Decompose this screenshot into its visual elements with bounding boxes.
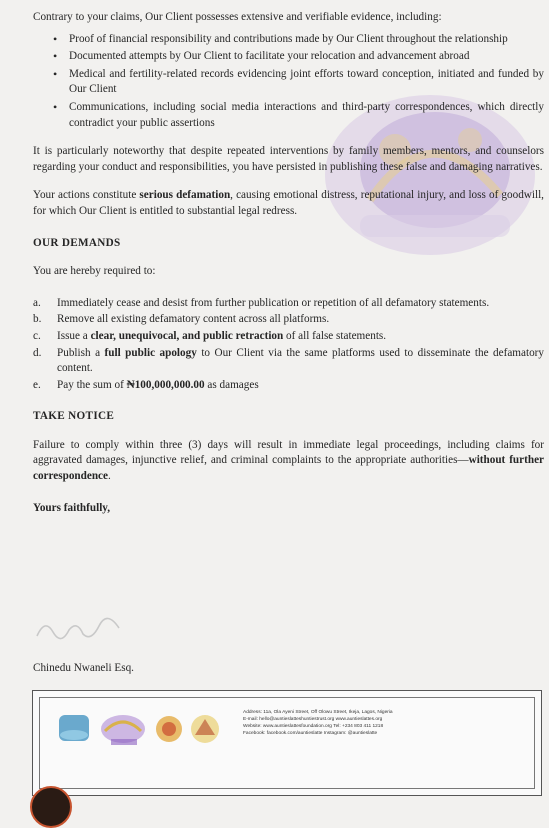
demand-text: Pay the sum of bbox=[57, 378, 127, 391]
demand-marker: a. bbox=[33, 296, 41, 309]
demand-marker: e. bbox=[33, 378, 41, 391]
evidence-list bbox=[33, 32, 544, 132]
demand-item bbox=[33, 346, 545, 377]
evidence-item: • Proof of financial responsibility and contributions made by Our Client throughout the relationship bbox=[69, 32, 544, 48]
evidence-item: • Communications, including social media interactions and third-party correspondences, which directly contradict your public assertions bbox=[69, 100, 544, 131]
evidence-intro: Contrary to your claims, Our Client possesses extensive and verifiable evidence, including: bbox=[33, 11, 442, 23]
demand-bold-text: full public apology bbox=[104, 346, 197, 359]
signer-name: Chinedu Nwaneli Esq. bbox=[33, 662, 134, 674]
demand-text: Issue a bbox=[57, 329, 91, 342]
demand-text: of all false statements. bbox=[283, 329, 387, 342]
notice-text: . bbox=[108, 470, 111, 483]
notice-heading: TAKE NOTICE bbox=[33, 410, 115, 423]
demand-marker: d. bbox=[33, 346, 42, 359]
footer-address: Address: 11a, Ola Ayeni Street, Off Olowu Street, Ikeja, Lagos, Nigeria bbox=[243, 710, 393, 715]
defamation-text: , causing emotional distress, reputational injury, and loss of goodwill, for which Our Client is entitled to substantial legal redress. bbox=[33, 189, 544, 217]
evidence-item: • Medical and fertility-related records evidencing joint efforts toward conception, initiated and funded by Our Client bbox=[69, 67, 544, 98]
demand-bold-text: ₦100,000,000.00 bbox=[126, 378, 205, 391]
demands-list bbox=[33, 296, 544, 394]
demand-item bbox=[33, 312, 544, 328]
demand-text: Immediately cease and desist from further publication or repetition of all defamatory statements. bbox=[57, 296, 490, 309]
letterhead-footer bbox=[32, 690, 542, 796]
defamation-text: Your actions constitute bbox=[33, 189, 140, 202]
demand-marker: c. bbox=[33, 329, 41, 342]
partner-logos bbox=[57, 709, 227, 749]
notice-text: Failure to comply within three (3) days will result in immediate legal proceedings, including claims for aggravated damages, injunctive relief, and criminal complaints to the appropriate authorities— bbox=[33, 438, 544, 467]
demands-intro: You are hereby required to: bbox=[33, 265, 156, 278]
footer-social: Facebook: facebook.com/auntieslatte Instagram: @auntieslatte bbox=[243, 731, 378, 736]
demand-bold-text: clear, unequivocal, and public retraction bbox=[90, 329, 284, 342]
demand-item bbox=[33, 378, 544, 394]
demand-text: Publish a bbox=[57, 346, 105, 359]
demand-text: to Our Client via the same platforms used to disseminate the defamatory content. bbox=[57, 346, 545, 375]
demands-heading: OUR DEMANDS bbox=[33, 236, 121, 249]
evidence-item: • Documented attempts by Our Client to facilitate your relocation and advancement abroad bbox=[69, 49, 544, 65]
letter-body bbox=[33, 10, 544, 516]
notice-bold-text: without further correspondence bbox=[33, 454, 544, 483]
contact-details bbox=[243, 709, 523, 737]
demand-text: Remove all existing defamatory content across all platforms. bbox=[57, 313, 330, 326]
defamation-paragraph bbox=[33, 188, 544, 219]
demand-item bbox=[33, 329, 544, 345]
handwritten-signature bbox=[33, 612, 123, 646]
closing-salutation: Yours faithfully, bbox=[33, 501, 111, 514]
demand-item bbox=[33, 296, 544, 312]
interventions-paragraph: It is particularly noteworthy that despite repeated interventions by family members, mentors, and counselors regarding your conduct and responsibilities, you have persisted in publishing these false and damaging narratives. bbox=[33, 145, 544, 173]
avatar[interactable] bbox=[30, 786, 72, 828]
demand-marker: b. bbox=[33, 313, 42, 326]
footer-website: Website: www.auntieslattesfoundation.org Tel: +234 803 411 1218 bbox=[243, 724, 384, 729]
defamation-bold-text: serious defamation bbox=[139, 189, 231, 202]
demand-text: as damages bbox=[204, 378, 259, 391]
notice-paragraph bbox=[33, 438, 544, 485]
footer-email: E-mail: hello@auntieslatteshuntiestrust.org www.auntieslattes.org bbox=[243, 717, 383, 722]
